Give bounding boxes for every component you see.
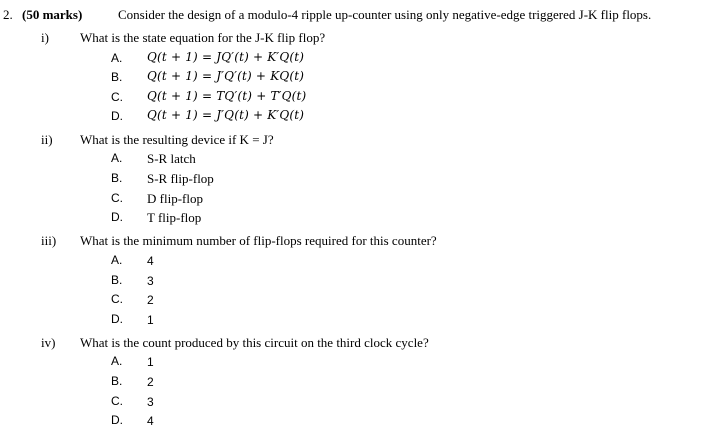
option-letter: C.	[111, 191, 123, 205]
option-text[interactable]: 4	[147, 254, 154, 268]
option-letter: C.	[111, 394, 123, 408]
option-text[interactable]: S-R flip-flop	[147, 171, 214, 186]
option-letter: D.	[111, 312, 123, 326]
option-text[interactable]: 2	[147, 293, 154, 307]
option-letter: C.	[111, 292, 123, 306]
option-text[interactable]: D flip-flop	[147, 191, 203, 206]
part-label-iii: iii)	[41, 233, 57, 248]
part-label-i: i)	[41, 30, 49, 45]
option-text[interactable]: S-R latch	[147, 151, 196, 166]
option-letter: D.	[111, 210, 123, 224]
option-letter: C.	[111, 90, 123, 104]
part-label-iv: iv)	[41, 335, 56, 350]
option-text[interactable]: T flip-flop	[147, 210, 202, 225]
option-letter: B.	[111, 273, 123, 287]
option-text[interactable]: 4	[147, 414, 154, 428]
option-text[interactable]: Q(t + 1) = J′Q′(t) + KQ(t)	[147, 69, 305, 83]
option-letter: A.	[111, 151, 123, 165]
option-letter: B.	[111, 70, 123, 84]
option-text[interactable]: 2	[147, 375, 154, 389]
question-number: 2.	[3, 7, 13, 22]
option-text[interactable]: 3	[147, 274, 154, 288]
option-text[interactable]: 1	[147, 313, 154, 327]
option-text[interactable]: 1	[147, 355, 154, 369]
option-letter: B.	[111, 171, 123, 185]
option-letter: A.	[111, 253, 123, 267]
option-letter: A.	[111, 354, 123, 368]
part-prompt-i: What is the state equation for the J-K flip flop?	[80, 30, 326, 45]
part-label-ii: ii)	[41, 132, 53, 147]
option-letter: D.	[111, 109, 123, 123]
question-marks: (50 marks)	[22, 7, 83, 22]
option-text[interactable]: Q(t + 1) = J′Q(t) + K′Q(t)	[147, 108, 305, 122]
option-letter: A.	[111, 51, 123, 65]
part-prompt-iv: What is the count produced by this circuit on the third clock cycle?	[80, 335, 429, 350]
question-intro: Consider the design of a modulo-4 ripple up-counter using only negative-edge triggered J-K flip flops.	[118, 7, 652, 22]
option-text[interactable]: Q(t + 1) = TQ′(t) + T′Q(t)	[147, 89, 307, 103]
option-text[interactable]: Q(t + 1) = JQ′(t) + K′Q(t)	[147, 50, 305, 64]
option-letter: B.	[111, 374, 123, 388]
part-prompt-iii: What is the minimum number of flip-flops required for this counter?	[80, 233, 437, 248]
option-letter: D.	[111, 413, 123, 427]
option-text[interactable]: 3	[147, 395, 154, 409]
part-prompt-ii: What is the resulting device if K = J?	[80, 132, 274, 147]
